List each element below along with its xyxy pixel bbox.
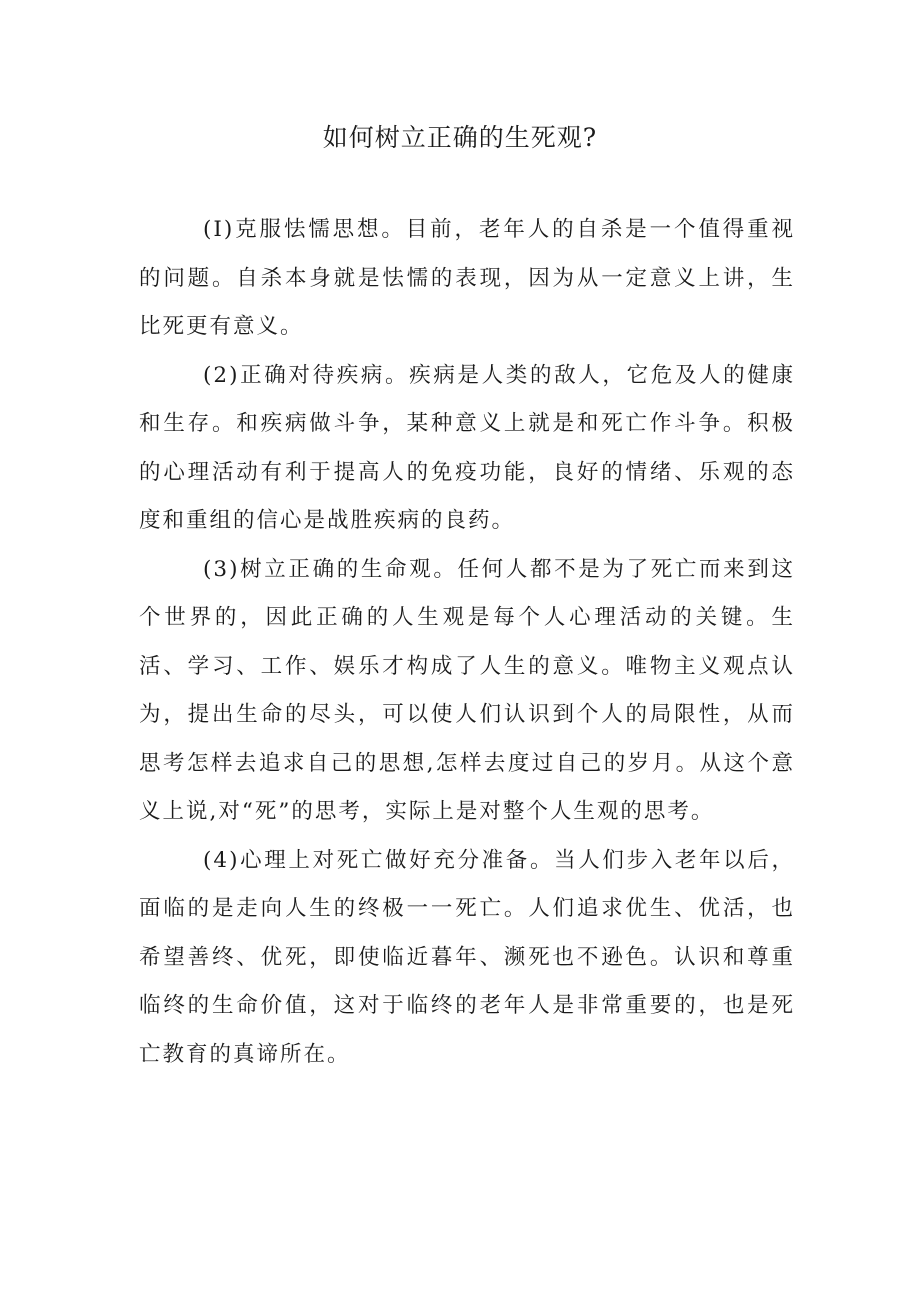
document-body: [139, 206, 795, 1079]
paragraph-4: (4)心理上对死亡做好充分准备。当人们步入老年以后，面临的是走向人生的终极一一死亡。人们追求优生、优活，也希望善终、优死，即使临近暮年、濒死也不逊色。认识和尊重临终的生命价值，这对于临终的老年人是非常重要的，也是死亡教育的真谛所在。: [139, 847, 795, 1067]
paragraph-3: (3)树立正确的生命观。任何人都不是为了死亡而来到这个世界的，因此正确的人生观是每个人心理活动的关键。生活、学习、工作、娱乐才构成了人生的意义。唯物主义观点认为，提出生命的尽头，可以使人们认识到个人的局限性，从而思考怎样去追求自己的思想,怎样去度过自己的岁月。从这个意义上说,对“死”的思考，实际上是对整个人生观的思考。: [139, 556, 795, 824]
paragraph-2: (2)正确对待疾病。疾病是人类的敌人，它危及人的健康和生存。和疾病做斗争，某种意义上就是和死亡作斗争。积极的心理活动有利于提高人的免疫功能，良好的情绪、乐观的态度和重组的信心是战胜疾病的良药。: [139, 362, 795, 533]
paragraph-1: (I)克服怯懦思想。目前，老年人的自杀是一个值得重视的问题。自杀本身就是怯懦的表现，因为从一定意义上讲，生比死更有意义。: [139, 217, 795, 339]
page-title: 如何树立正确的生死观?: [322, 123, 598, 152]
